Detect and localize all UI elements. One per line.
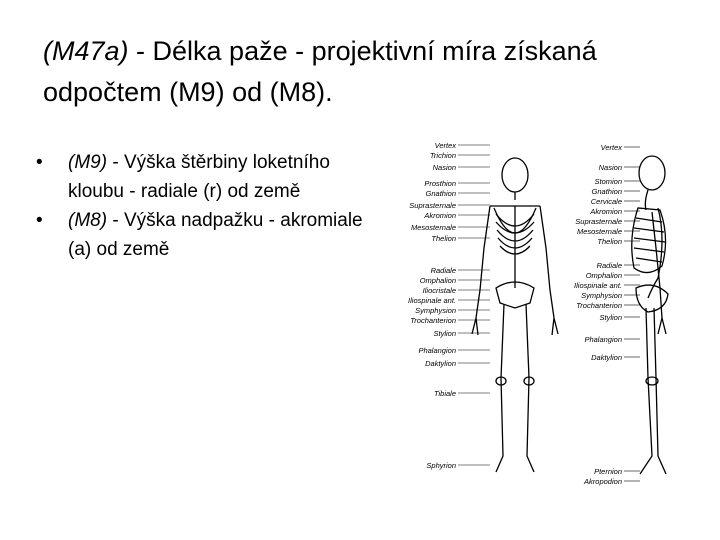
front-point-label: Daktylion — [425, 359, 456, 368]
front-point-label: Akromion — [424, 211, 456, 220]
front-point-label: Mesosternale — [410, 223, 456, 232]
side-point-label: Nasion — [598, 163, 622, 172]
bullet-item-m8 — [36, 206, 366, 264]
side-point-label: Pternion — [594, 467, 622, 476]
slide-title — [43, 31, 693, 113]
side-point-label: Thelion — [597, 237, 622, 246]
front-point-label: Omphalion — [419, 276, 456, 285]
side-point-label: Radiale — [596, 261, 622, 270]
front-point-label: Nasion — [432, 163, 456, 172]
front-point-label: Trochanterion — [410, 316, 456, 325]
side-skeleton — [632, 156, 668, 474]
bullet-text: - Výška nadpažku - akromiale (a) od země — [68, 210, 363, 260]
bullet-code: (M8) — [68, 210, 108, 231]
side-point-label: Cervicale — [590, 197, 622, 206]
bullet-text: - Výška štěrbiny loketního kloubu - radiale (r) od země — [68, 152, 330, 202]
front-point-label: Iliospinale ant. — [408, 296, 456, 305]
side-point-label: Symphysion — [581, 291, 622, 300]
front-point-label: Phalangion — [418, 346, 456, 355]
title-code: (M47a) — [43, 36, 129, 66]
title-text: - Délka paže - projektivní míra získaná odpočtem (M9) od (M8). — [43, 36, 597, 107]
skeleton-illustration — [390, 138, 710, 490]
front-point-label: Radiale — [430, 266, 456, 275]
front-point-label: Tibiale — [433, 389, 456, 398]
front-point-label: Symphysion — [415, 306, 456, 315]
bullet-list — [36, 148, 366, 264]
front-point-label: Suprasternale — [409, 201, 456, 210]
side-point-label: Akromion — [590, 207, 622, 216]
front-point-label: Prosthion — [424, 179, 456, 188]
side-point-label: Iliospinale ant. — [574, 281, 622, 290]
bullet-code: (M9) — [68, 152, 108, 173]
side-point-label: Phalangion — [584, 335, 622, 344]
front-point-label: Sphyrion — [426, 461, 456, 470]
side-point-label: Stomion — [594, 177, 622, 186]
side-point-label: Akropodion — [584, 477, 622, 486]
front-point-label: Vertex — [434, 141, 456, 150]
side-point-label: Trochanterion — [576, 301, 622, 310]
front-point-label: Iliocristale — [422, 286, 456, 295]
front-point-label: Trichion — [429, 151, 456, 160]
front-point-label: Thelion — [431, 234, 456, 243]
bullet-item-m9 — [36, 148, 366, 206]
front-point-label: Stylion — [433, 329, 456, 338]
side-point-label: Stylion — [599, 313, 622, 322]
side-labels — [574, 143, 640, 486]
side-point-label: Suprasternale — [575, 217, 622, 226]
side-point-label: Omphalion — [585, 271, 622, 280]
side-point-label: Gnathion — [591, 187, 622, 196]
bullet-dot: • — [36, 210, 43, 231]
side-point-label: Daktylion — [591, 353, 622, 362]
anthropometric-points-figure — [390, 138, 710, 490]
side-point-label: Mesosternale — [576, 227, 622, 236]
front-point-label: Gnathion — [425, 189, 456, 198]
side-point-label: Vertex — [600, 143, 622, 152]
bullet-dot: • — [36, 152, 43, 173]
